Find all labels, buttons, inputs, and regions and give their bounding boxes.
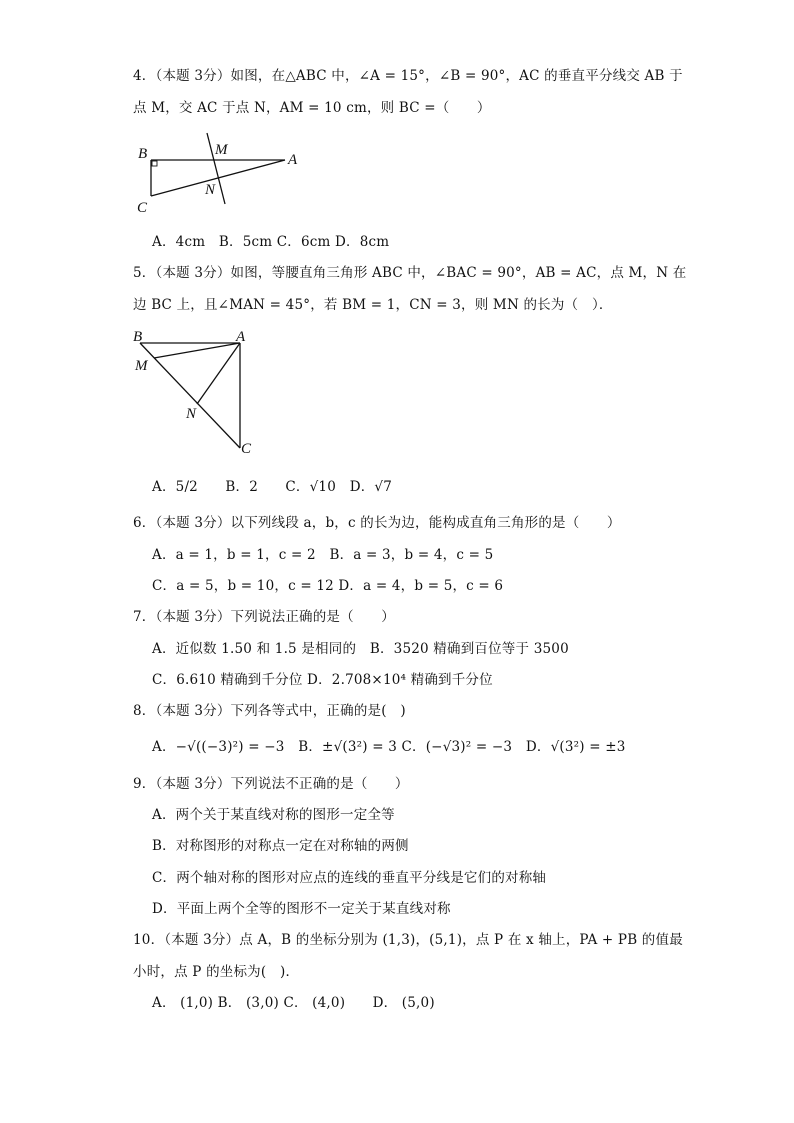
q9-option-c: C．两个轴对称的图形对应点的连线的垂直平分线是它们的对称轴 (152, 870, 547, 886)
q10-stem-line1: 10．（本题 3分）点 A，B 的坐标分别为 (1,3)，(5,1)，点 P 在 x 轴上，PA + PB 的值最 (133, 932, 683, 948)
q4-label-m: M (215, 142, 228, 158)
q8-stem: 8．（本题 3分）下列各等式中，正确的是( ) (133, 703, 406, 719)
q4-options: A．4cm B．5cm C．6cm D．8cm (152, 234, 390, 250)
q4-label-c: C (137, 200, 148, 216)
q5-label-c: C (241, 441, 252, 457)
q4-stem-line2: 点 M，交 AC 于点 N，AM = 10 cm，则 BC =（ ） (133, 100, 491, 116)
q5-label-b: B (133, 329, 143, 345)
q9-option-b: B．对称图形的对称点一定在对称轴的两侧 (152, 838, 409, 854)
q4-label-n: N (205, 182, 216, 198)
q5-figure (130, 326, 260, 458)
q10-stem-line2: 小时，点 P 的坐标为( )． (133, 964, 300, 980)
q8-options: A．−√((−3)²) = −3 B．±√(3²) = 3 C．(−√3)² = −3 D．√(3²) = ±3 (152, 739, 626, 755)
q6-options-cd: C．a = 5，b = 10，c = 12 D．a = 4，b = 5，c = 6 (152, 578, 504, 594)
q6-options-ab: A．a = 1，b = 1，c = 2 B．a = 3，b = 4，c = 5 (152, 547, 494, 563)
q4-label-b: B (138, 146, 148, 162)
q9-option-a: A．两个关于某直线对称的图形一定全等 (152, 807, 395, 823)
q4-stem-line1: 4．（本题 3分）如图，在△ABC 中，∠A = 15°，∠B = 90°，AC 的垂直平分线交 AB 于 (133, 68, 683, 84)
q10-options: A． (1,0) B． (3,0) C． (4,0) D． (5,0) (152, 995, 435, 1011)
q7-stem: 7．（本题 3分）下列说法正确的是（ ） (133, 609, 395, 625)
q5-stem-line2: 边 BC 上，且∠MAN = 45°，若 BM = 1，CN = 3，则 MN 的长为（ ）． (133, 297, 613, 313)
q5-label-n: N (186, 406, 197, 422)
q4-figure (133, 128, 313, 218)
q5-label-a: A (236, 329, 246, 345)
q7-options-ab: A．近似数 1.50 和 1.5 是相同的 B．3520 精确到百位等于 3500 (152, 641, 569, 657)
q5-stem-line1: 5．（本题 3分）如图，等腰直角三角形 ABC 中，∠BAC = 90°，AB = AC，点 M，N 在 (133, 265, 687, 281)
q4-label-a: A (288, 152, 298, 168)
q5-options: A．5/2 B．2 C．√10 D．√7 (152, 479, 393, 495)
q7-options-cd: C．6.610 精确到千分位 D．2.708×10⁴ 精确到千分位 (152, 672, 493, 688)
q9-option-d: D．平面上两个全等的图形不一定关于某直线对称 (152, 901, 451, 917)
q5-label-m: M (135, 358, 148, 374)
q6-stem: 6．（本题 3分）以下列线段 a，b，c 的长为边，能构成直角三角形的是（ ） (133, 515, 621, 531)
q9-stem: 9．（本题 3分）下列说法不正确的是（ ） (133, 776, 409, 792)
